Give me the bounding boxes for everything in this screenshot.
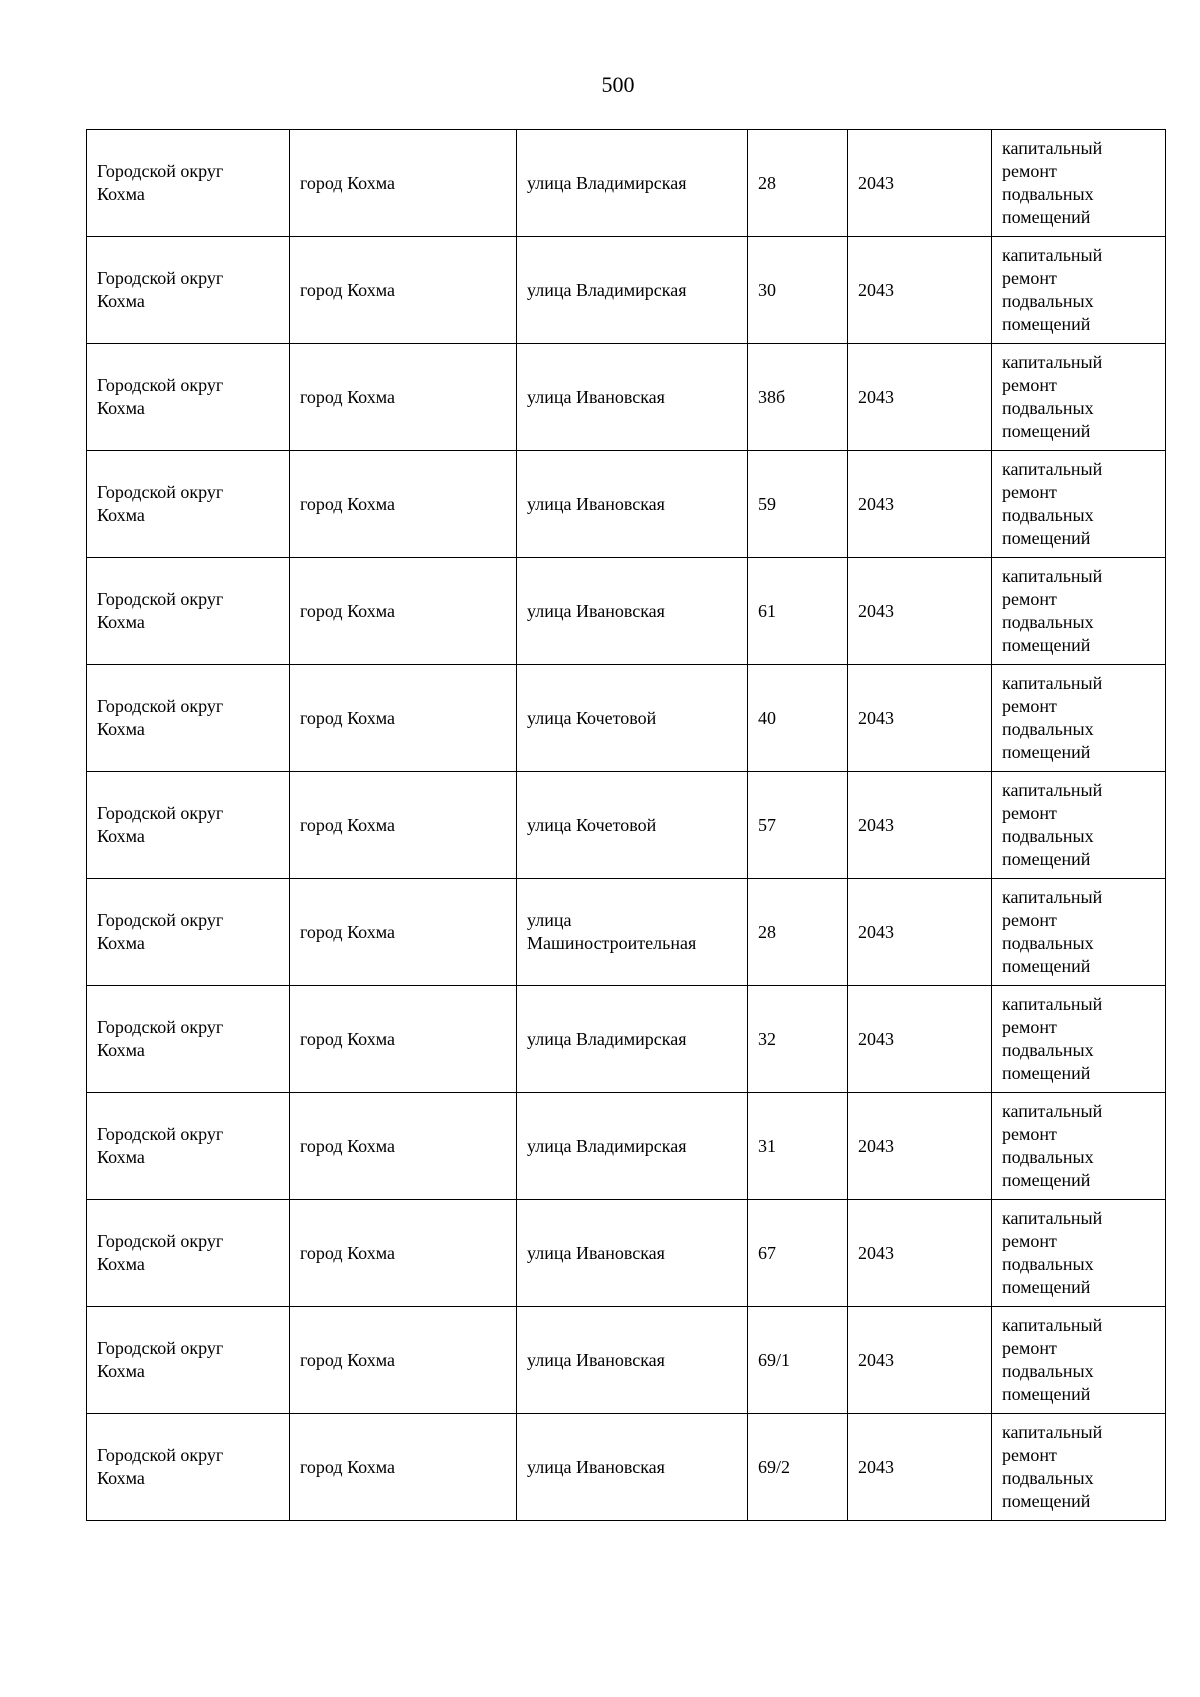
cell-district: Городской округ Кохма <box>87 237 290 344</box>
cell-district: Городской округ Кохма <box>87 1093 290 1200</box>
cell-district: Городской округ Кохма <box>87 1307 290 1414</box>
cell-year: 2043 <box>848 1093 992 1200</box>
cell-district: Городской округ Кохма <box>87 451 290 558</box>
cell-street: улица Ивановская <box>517 451 748 558</box>
cell-district: Городской округ Кохма <box>87 1414 290 1521</box>
cell-house-number: 61 <box>748 558 848 665</box>
cell-year: 2043 <box>848 1307 992 1414</box>
cell-year: 2043 <box>848 1414 992 1521</box>
cell-district: Городской округ Кохма <box>87 1200 290 1307</box>
cell-district: Городской округ Кохма <box>87 772 290 879</box>
cell-year: 2043 <box>848 665 992 772</box>
cell-city: город Кохма <box>290 1414 517 1521</box>
cell-street: улица Ивановская <box>517 1414 748 1521</box>
cell-street: улица Ивановская <box>517 558 748 665</box>
cell-street: улица Владимирская <box>517 237 748 344</box>
cell-year: 2043 <box>848 1200 992 1307</box>
cell-work-type: капитальный ремонт подвальных помещений <box>992 986 1166 1093</box>
cell-house-number: 69/1 <box>748 1307 848 1414</box>
cell-house-number: 57 <box>748 772 848 879</box>
cell-district: Городской округ Кохма <box>87 879 290 986</box>
cell-district: Городской округ Кохма <box>87 665 290 772</box>
cell-year: 2043 <box>848 879 992 986</box>
cell-work-type: капитальный ремонт подвальных помещений <box>992 665 1166 772</box>
cell-district: Городской округ Кохма <box>87 558 290 665</box>
cell-house-number: 69/2 <box>748 1414 848 1521</box>
cell-street: улица Ивановская <box>517 344 748 451</box>
page-number: 500 <box>601 72 635 97</box>
cell-house-number: 38б <box>748 344 848 451</box>
cell-city: город Кохма <box>290 344 517 451</box>
cell-street: улица Машиностроительная <box>517 879 748 986</box>
table-row <box>87 1200 1166 1307</box>
cell-year: 2043 <box>848 558 992 665</box>
cell-city: город Кохма <box>290 986 517 1093</box>
table-row <box>87 1307 1166 1414</box>
cell-work-type: капитальный ремонт подвальных помещений <box>992 879 1166 986</box>
cell-district: Городской округ Кохма <box>87 986 290 1093</box>
cell-house-number: 31 <box>748 1093 848 1200</box>
cell-year: 2043 <box>848 986 992 1093</box>
table-row <box>87 1093 1166 1200</box>
cell-street: улица Ивановская <box>517 1200 748 1307</box>
cell-city: город Кохма <box>290 451 517 558</box>
cell-house-number: 28 <box>748 879 848 986</box>
cell-year: 2043 <box>848 772 992 879</box>
cell-house-number: 67 <box>748 1200 848 1307</box>
cell-work-type: капитальный ремонт подвальных помещений <box>992 558 1166 665</box>
table-body <box>87 130 1166 1521</box>
table-row <box>87 451 1166 558</box>
cell-work-type: капитальный ремонт подвальных помещений <box>992 451 1166 558</box>
table-row <box>87 665 1166 772</box>
cell-city: город Кохма <box>290 879 517 986</box>
repair-schedule-table <box>86 129 1166 1521</box>
cell-district: Городской округ Кохма <box>87 130 290 237</box>
cell-work-type: капитальный ремонт подвальных помещений <box>992 1414 1166 1521</box>
cell-city: город Кохма <box>290 665 517 772</box>
table-row <box>87 344 1166 451</box>
cell-year: 2043 <box>848 344 992 451</box>
cell-street: улица Владимирская <box>517 1093 748 1200</box>
cell-year: 2043 <box>848 451 992 558</box>
table-row <box>87 879 1166 986</box>
cell-city: город Кохма <box>290 1093 517 1200</box>
cell-work-type: капитальный ремонт подвальных помещений <box>992 1093 1166 1200</box>
cell-street: улица Владимирская <box>517 986 748 1093</box>
cell-city: город Кохма <box>290 1307 517 1414</box>
cell-house-number: 40 <box>748 665 848 772</box>
cell-street: улица Владимирская <box>517 130 748 237</box>
table-row <box>87 986 1166 1093</box>
table-row <box>87 130 1166 237</box>
cell-street: улица Кочетовой <box>517 665 748 772</box>
cell-year: 2043 <box>848 237 992 344</box>
cell-year: 2043 <box>848 130 992 237</box>
cell-city: город Кохма <box>290 772 517 879</box>
cell-house-number: 59 <box>748 451 848 558</box>
table-row <box>87 237 1166 344</box>
cell-street: улица Ивановская <box>517 1307 748 1414</box>
cell-district: Городской округ Кохма <box>87 344 290 451</box>
table-row <box>87 1414 1166 1521</box>
cell-house-number: 30 <box>748 237 848 344</box>
cell-work-type: капитальный ремонт подвальных помещений <box>992 1200 1166 1307</box>
cell-city: город Кохма <box>290 130 517 237</box>
cell-house-number: 32 <box>748 986 848 1093</box>
cell-work-type: капитальный ремонт подвальных помещений <box>992 1307 1166 1414</box>
cell-city: город Кохма <box>290 1200 517 1307</box>
table-row <box>87 772 1166 879</box>
cell-house-number: 28 <box>748 130 848 237</box>
cell-city: город Кохма <box>290 558 517 665</box>
table-row <box>87 558 1166 665</box>
cell-work-type: капитальный ремонт подвальных помещений <box>992 772 1166 879</box>
cell-work-type: капитальный ремонт подвальных помещений <box>992 237 1166 344</box>
cell-work-type: капитальный ремонт подвальных помещений <box>992 344 1166 451</box>
cell-street: улица Кочетовой <box>517 772 748 879</box>
cell-city: город Кохма <box>290 237 517 344</box>
cell-work-type: капитальный ремонт подвальных помещений <box>992 130 1166 237</box>
